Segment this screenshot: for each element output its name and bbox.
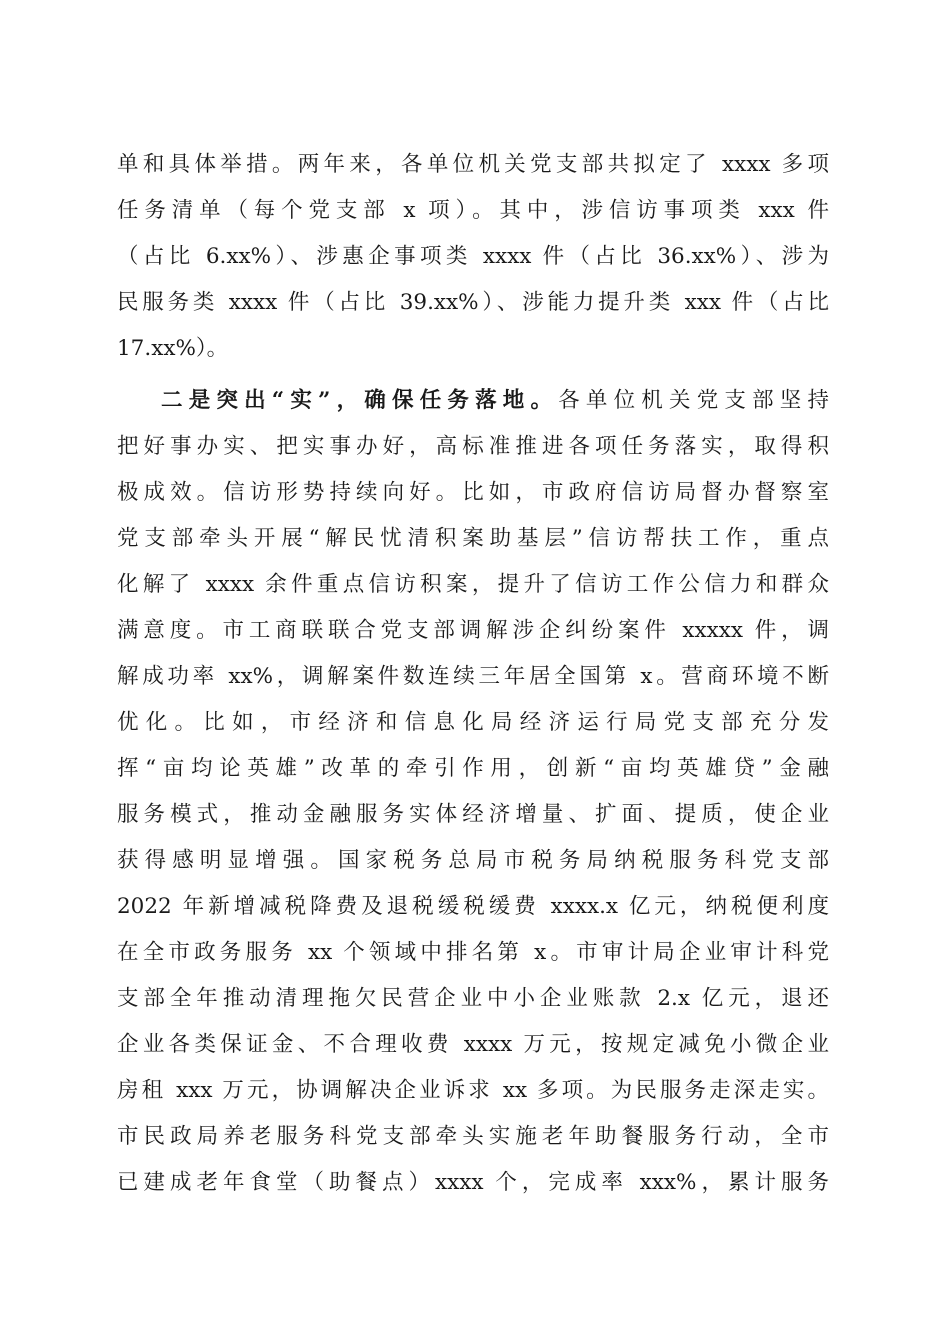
text-line: 化解了 xxxx 余件重点信访积案，提升了信访工作公信力和群众 (117, 572, 829, 597)
text-line: 把好事办实、把实事办好，高标准推进各项任务落实，取得积 (117, 434, 829, 459)
text-line: 房租 xxx 万元，协调解决企业诉求 xx 多项。为民服务走深走实。 (117, 1078, 829, 1103)
document-body (117, 142, 829, 1206)
text-line: 解成功率 xx%，调解案件数连续三年居全国第 x。营商环境不断 (117, 664, 829, 689)
paragraph-first-line (117, 378, 829, 424)
text-line: 获得感明显增强。国家税务总局市税务局纳税服务科党支部 (117, 848, 829, 873)
text-line: 单和具体举措。两年来，各单位机关党支部共拟定了 xxxx 多项 (117, 152, 829, 177)
text-line: 已建成老年食堂（助餐点）xxxx 个，完成率 xxx%，累计服务 (117, 1170, 829, 1195)
text-line: （占比 6.xx%）、涉惠企事项类 xxxx 件（占比 36.xx%）、涉为 (117, 244, 829, 269)
text-line: 极成效。信访形势持续向好。比如，市政府信访局督办督察室 (117, 480, 829, 505)
text-line: 支部全年推动清理拖欠民营企业中小企业账款 2.x 亿元，退还 (117, 986, 829, 1011)
paragraph-task-list (117, 142, 829, 372)
text-line: 任务清单（每个党支部 x 项）。其中，涉信访事项类 xxx 件 (117, 198, 829, 223)
text-line: 优化。比如，市经济和信息化局经济运行局党支部充分发 (117, 710, 829, 735)
text-line: 企业各类保证金、不合理收费 xxxx 万元，按规定减免小微企业 (117, 1032, 829, 1057)
text-line: 市民政局养老服务科党支部牵头实施老年助餐服务行动，全市 (117, 1124, 829, 1149)
text-line: 民服务类 xxxx 件（占比 39.xx%）、涉能力提升类 xxx 件（占比 (117, 290, 829, 315)
paragraph-heading: 二是突出“实”，确保任务落地。 (161, 388, 559, 413)
text-line: 在全市政务服务 xx 个领域中排名第 x。市审计局企业审计科党 (117, 940, 829, 965)
paragraph-implementation (117, 378, 829, 1206)
text-line: 挥“亩均论英雄”改革的牵引作用，创新“亩均英雄贷”金融 (117, 756, 829, 781)
text-line: 2022 年新增减税降费及退税缓税缓费 xxxx.x 亿元，纳税便利度 (117, 894, 829, 919)
text-line: 满意度。市工商联联合党支部调解涉企纠纷案件 xxxxx 件，调 (117, 618, 829, 643)
text-line: 党支部牵头开展“解民忧清积案助基层”信访帮扶工作，重点 (117, 526, 829, 551)
text-line: 服务模式，推动金融服务实体经济增量、扩面、提质，使企业 (117, 802, 829, 827)
text-line: 17.xx%）。 (117, 336, 229, 361)
text-fragment: 各单位机关党支部坚持 (558, 388, 829, 413)
